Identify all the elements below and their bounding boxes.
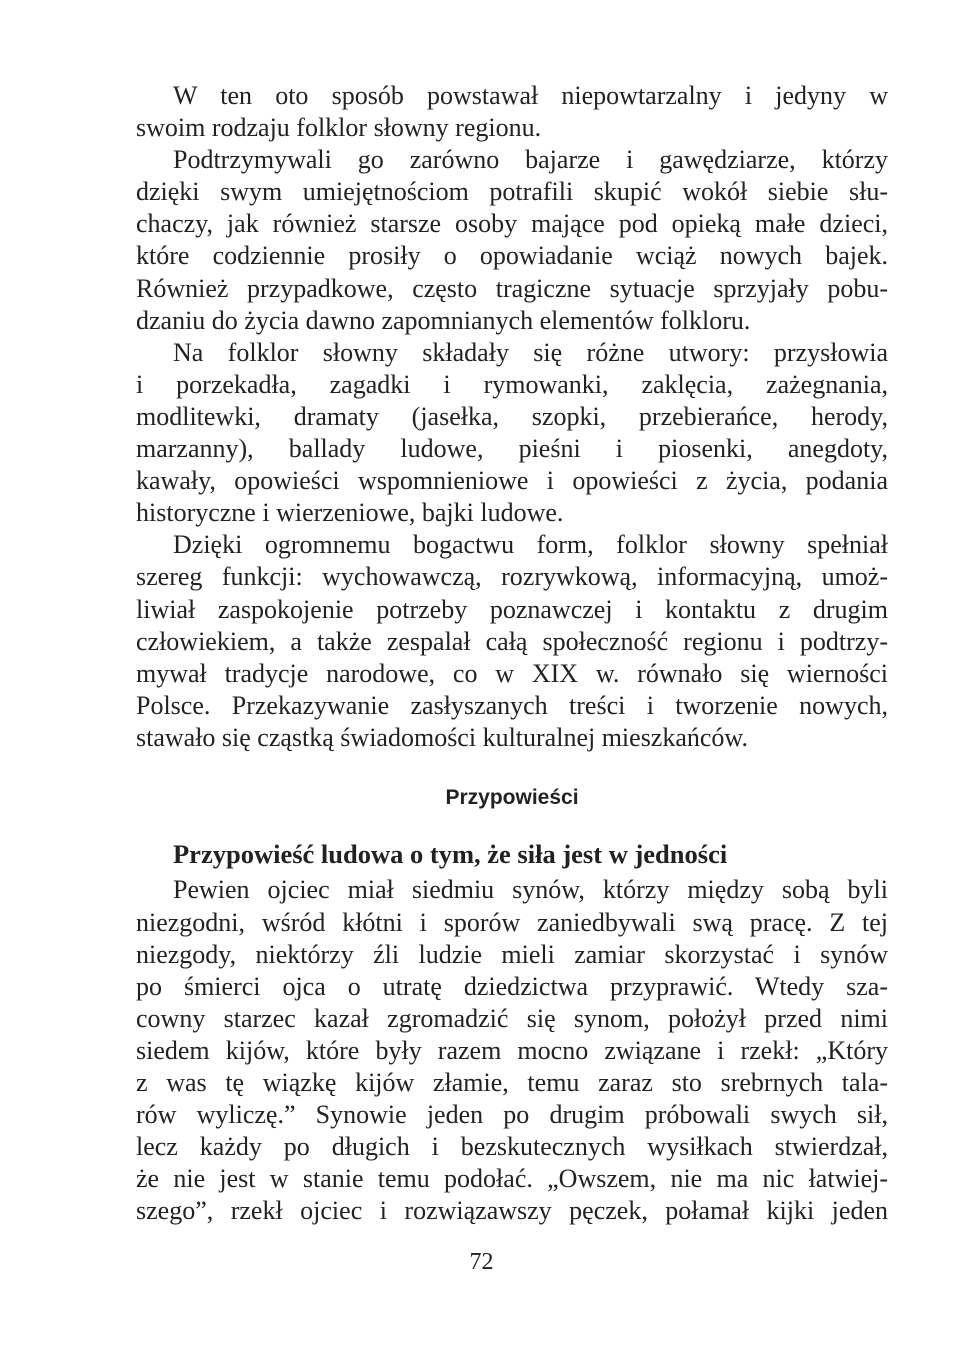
text-line: po śmierci ojca o utratę dziedzictwa przyprawić. Wtedy sza-	[136, 971, 888, 1001]
text-line: kawały, opowieści wspomnieniowe i opowieści z życia, podania	[136, 466, 888, 496]
text-line: Podtrzymywali go zarówno bajarze i gawędziarze, którzy	[173, 145, 888, 175]
text-line: lecz każdy po długich i bezskutecznych wysiłkach stwierdzał,	[136, 1132, 888, 1162]
story-title: Przypowieść ludowa o tym, że siła jest w jedności	[173, 839, 728, 870]
text-line: Polsce. Przekazywanie zasłyszanych treści i tworzenie nowych,	[136, 690, 888, 720]
text-line: Również przypadkowe, często tragiczne sytuacje sprzyjały pobu-	[136, 273, 888, 303]
text-line: rów wyliczę.” Synowie jeden po drugim próbowali swych sił,	[136, 1100, 888, 1130]
text-line: dzaniu do życia dawno zapomnianych elementów folkloru.	[136, 305, 751, 335]
text-line: i porzekadła, zagadki i rymowanki, zaklęcia, zażegnania,	[136, 369, 888, 399]
text-line: chaczy, jak również starsze osoby mające pod opieką małe dzieci,	[136, 209, 888, 239]
paragraph-story	[136, 874, 888, 1227]
text-column	[136, 80, 888, 1228]
text-line: szego”, rzekł ojciec i rozwiązawszy pęczek, połamał kijki jeden	[136, 1196, 888, 1226]
paragraph-funkcje	[136, 529, 888, 754]
text-line: liwiał zaspokojenie potrzeby poznawczej i kontaktu z drugim	[136, 594, 888, 624]
text-line: z was tę wiązkę kijów złamie, temu zaraz sto srebrnych tala-	[136, 1068, 888, 1098]
text-line: że nie jest w stanie temu podołać. „Owszem, nie ma nic łatwiej-	[136, 1164, 888, 1194]
text-line: siedem kijów, które były razem mocno związane i rzekł: „Który	[136, 1035, 888, 1065]
text-line: które codziennie prosiły o opowiadanie wciąż nowych bajek.	[136, 241, 888, 271]
text-line: historyczne i wierzeniowe, bajki ludowe.	[136, 498, 564, 528]
paragraph-folklor-intro	[136, 80, 888, 144]
text-line: swoim rodzaju folklor słowny regionu.	[136, 113, 542, 143]
paragraph-bajarze	[136, 144, 888, 337]
text-line: niezgodni, wśród kłótni i sporów zaniedbywali swą pracę. Z tej	[136, 907, 888, 937]
text-line: marzanny), ballady ludowe, pieśni i piosenki, anegdoty,	[136, 434, 888, 464]
text-line: człowiekiem, a także zespalał całą społeczność regionu i podtrzy-	[136, 626, 888, 656]
text-line: mywał tradycje narodowe, co w XIX w. równało się wierności	[136, 658, 888, 688]
section-heading: Przypowieści	[445, 785, 579, 809]
text-line: W ten oto sposób powstawał niepowtarzalny i jedyny w	[173, 81, 888, 110]
text-line: szereg funkcji: wychowawczą, rozrywkową, informacyjną, umoż-	[136, 562, 888, 592]
text-line: Na folklor słowny składały się różne utwory: przysłowia	[173, 337, 888, 367]
text-line: Dzięki ogromnemu bogactwu form, folklor słowny spełniał	[173, 530, 888, 560]
text-line: modlitewki, dramaty (jasełka, szopki, przebierańce, herody,	[136, 401, 888, 431]
page-number: 72	[469, 1249, 494, 1275]
text-line: dzięki swym umiejętnościom potrafili skupić wokół siebie słu-	[136, 177, 888, 207]
text-line: Pewien ojciec miał siedmiu synów, którzy między sobą byli	[173, 875, 888, 905]
text-line: niezgody, niektórzy źli ludzie mieli zamiar skorzystać i synów	[136, 939, 888, 969]
text-line: cowny starzec kazał zgromadzić się synom, położył przed nimi	[136, 1003, 888, 1033]
paragraph-utwory	[136, 337, 888, 530]
text-line: stawało się cząstką świadomości kulturalnej mieszkańców.	[136, 722, 749, 752]
